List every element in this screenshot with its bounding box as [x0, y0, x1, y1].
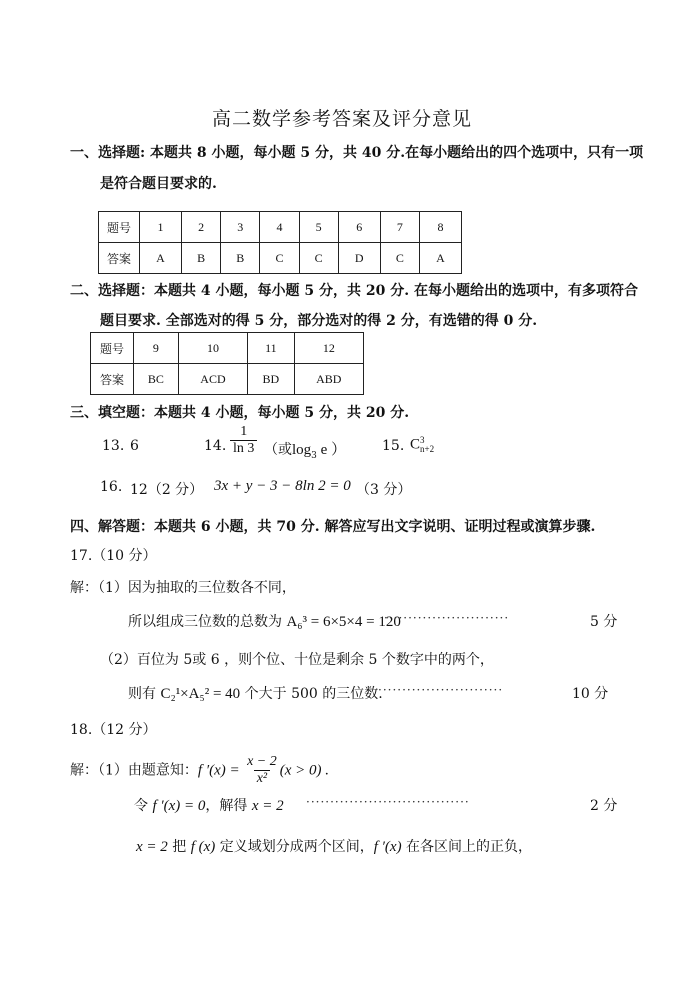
- table1-cell: A: [419, 243, 461, 274]
- table2-row-label: 题号: [91, 333, 134, 364]
- page-title: 高二数学参考答案及评分意见: [212, 108, 473, 130]
- q18-line1-pre: 解：（1）由题意知：: [70, 762, 198, 779]
- q15-label: 15.: [382, 438, 405, 454]
- q13-label: 13.: [102, 438, 125, 454]
- q18-condition: (x > 0) .: [279, 762, 330, 779]
- q18-line2-mid: ，解得: [205, 798, 252, 814]
- q17-line2-text: 所以组成三位数的总数为: [128, 614, 287, 630]
- table1-number-row: [99, 212, 462, 243]
- q18-solution-line1: [70, 754, 329, 787]
- table2-row-label: 答案: [91, 364, 134, 395]
- table2-cell: BD: [248, 364, 295, 395]
- q16-equation: 3x + y − 3 − 8ln 2 = 0: [214, 478, 351, 494]
- q17-solution-line2: [128, 611, 401, 631]
- q18-line2-pre: 令: [134, 798, 153, 814]
- q17-line4-dots: ··························: [378, 683, 504, 697]
- q14-alternative: [264, 438, 346, 461]
- q18-line3-fx: f (x): [190, 839, 216, 855]
- q18-numerator: x − 2: [247, 754, 277, 769]
- table1-cell: 5: [299, 212, 338, 243]
- q18-solution-line2: [134, 795, 284, 815]
- table1-cell: D: [338, 243, 380, 274]
- table1-cell: B: [182, 243, 221, 274]
- q13-answer: 6: [130, 438, 139, 454]
- q17-solution-line3: （2）百位为 5或 6 ，则个位、十位是剩余 5 个数字中的两个，: [100, 652, 494, 668]
- section2-heading-line1: 二、选择题：本题共 4 小题，每小题 5 分，共 20 分. 在每小题给出的选项中，有多项符合: [70, 283, 638, 299]
- q18-line3-text2: 定义域划分成两个区间，: [215, 839, 374, 855]
- q14-denominator: ln 3: [230, 440, 257, 457]
- q14-numerator: 1: [240, 424, 248, 439]
- table1-cell: 1: [140, 212, 182, 243]
- q18-solution-line3: [136, 836, 532, 856]
- table2-cell: 9: [134, 333, 179, 364]
- q17-line4-pre: 则有: [128, 686, 161, 702]
- section4-heading: 四、解答题：本题共 6 小题，共 70 分. 解答应写出文字说明、证明过程或演算步骤.: [70, 519, 596, 535]
- q17-line4-post: 个大于 500 的三位数.: [240, 686, 383, 702]
- table1-row-label: 题号: [99, 212, 140, 243]
- q18-fprime: f ′(x) =: [197, 762, 240, 779]
- q16-part2: （3 分）: [356, 482, 412, 498]
- q14-label: 14.: [204, 438, 227, 454]
- table1-answer-row: [99, 243, 462, 274]
- table1-cell: C: [299, 243, 338, 274]
- table2-cell: 12: [294, 333, 363, 364]
- table1-cell: A: [140, 243, 182, 274]
- table2-cell: ABD: [294, 364, 363, 395]
- q14-alt-sub: 3: [311, 450, 317, 461]
- table1-cell: C: [380, 243, 419, 274]
- q14-fraction: [230, 424, 257, 457]
- answer-table-2: [90, 332, 364, 395]
- q15-answer: [410, 436, 434, 454]
- q17-line4-score: 10 分: [572, 686, 609, 702]
- q18-line3-x: x = 2: [136, 839, 168, 855]
- table2-answer-row: [91, 364, 364, 395]
- q18-line3-text1: 把: [167, 839, 191, 855]
- q18-line2-x: x = 2: [251, 798, 284, 814]
- q17-line2-score: 5 分: [590, 614, 618, 630]
- q17-line2-expr: A₆³ = 6×5×4 = 120: [286, 614, 401, 630]
- q18-line2-score: 2 分: [590, 798, 618, 814]
- section3-heading: 三、填空题：本题共 4 小题，每小题 5 分，共 20 分.: [70, 405, 410, 421]
- q15-C: C: [410, 436, 421, 453]
- q18-line2-expr: f ′(x) = 0: [152, 798, 206, 814]
- section2-heading-line2: 题目要求. 全部选对的得 5 分，部分选对的得 2 分，有选错的得 0 分.: [100, 313, 538, 329]
- q14-alt-log: log: [292, 442, 312, 458]
- q18-title: 18.（12 分）: [70, 722, 157, 738]
- q17-line4-expr: C₂¹×A₅² = 40: [160, 686, 241, 702]
- table2-cell: ACD: [178, 364, 247, 395]
- q17-line2-dots: ··························: [384, 611, 510, 625]
- table1-cell: C: [260, 243, 299, 274]
- table1-cell: 8: [419, 212, 461, 243]
- table1-cell: 4: [260, 212, 299, 243]
- table1-cell: 2: [182, 212, 221, 243]
- table2-number-row: [91, 333, 364, 364]
- q18-denominator: x²: [254, 770, 270, 787]
- table2-cell: BC: [134, 364, 179, 395]
- answer-table-1: [98, 211, 462, 274]
- q16-label: 16.: [100, 479, 123, 495]
- table1-cell: 3: [221, 212, 260, 243]
- q17-title: 17.（10 分）: [70, 548, 157, 564]
- q18-line3-fprime: f ′(x): [373, 839, 402, 855]
- section1-heading-line1: 一、选择题: 本题共 8 小题，每小题 5 分，共 40 分.在每小题给出的四个选项中，只有一项: [70, 145, 644, 161]
- q14-alt-open: （或: [264, 442, 292, 458]
- table2-cell: 10: [178, 333, 247, 364]
- q15-sup: 3: [420, 435, 425, 445]
- table1-cell: 7: [380, 212, 419, 243]
- q17-solution-line1: 解：（1）因为抽取的三位数各不同，: [70, 580, 296, 596]
- table1-cell: 6: [338, 212, 380, 243]
- q18-line3-text3: 在各区间上的正负，: [401, 839, 533, 855]
- table1-cell: B: [221, 243, 260, 274]
- table1-row-label: 答案: [99, 243, 140, 274]
- q16-part1: 12（2 分）: [130, 482, 204, 498]
- section1-heading-line2: 是符合题目要求的.: [100, 176, 217, 192]
- q18-line2-dots: ··································: [306, 795, 470, 809]
- q15-sub: n+2: [420, 444, 435, 454]
- table2-cell: 11: [248, 333, 295, 364]
- q14-alt-e: e ）: [316, 442, 347, 458]
- q17-solution-line4: [128, 683, 383, 703]
